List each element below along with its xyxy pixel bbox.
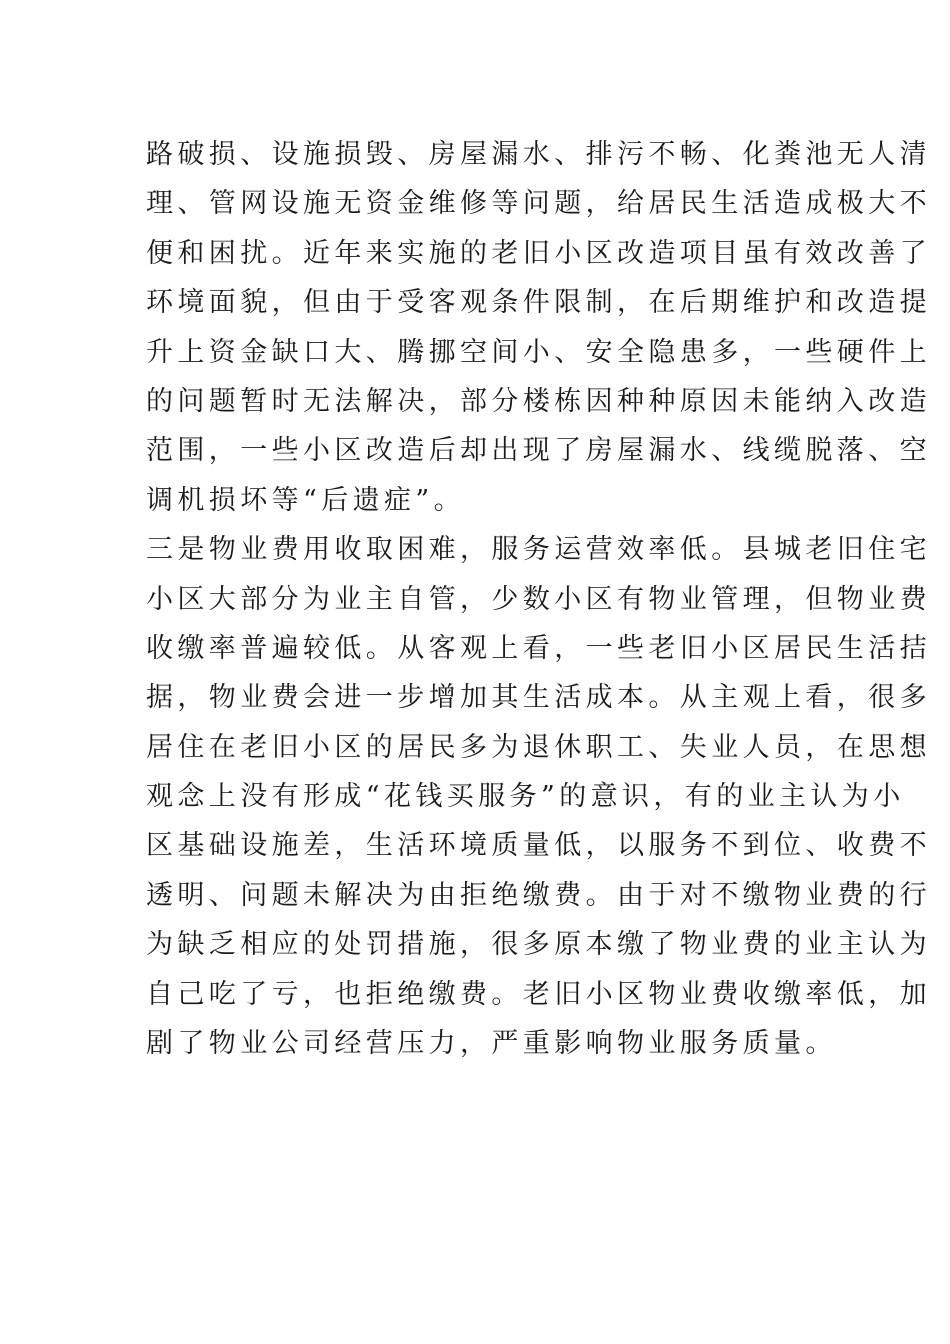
text-line: 自己吃了亏，也拒绝缴费。老旧小区物业费收缴率低，加: [146, 978, 931, 1010]
text-line: 区基础设施差，生活环境质量低，以服务不到位、收费不: [146, 830, 931, 862]
document-body: [146, 130, 931, 1068]
text-line: 的问题暂时无法解决，部分楼栋因种种原因未能纳入改造: [146, 385, 931, 417]
text-line: 理、管网设施无资金维修等问题，给居民生活造成极大不: [146, 188, 931, 220]
text-line: 收缴率普遍较低。从客观上看，一些老旧小区居民生活拮: [146, 632, 931, 664]
paragraph-1: [146, 130, 931, 525]
text-line: 调机损坏等“后遗症”。: [146, 484, 466, 516]
text-line: 环境面貌，但由于受客观条件限制，在后期维护和改造提: [146, 287, 931, 319]
text-line: 据，物业费会进一步增加其生活成本。从主观上看，很多: [146, 682, 931, 714]
text-line: 范围，一些小区改造后却出现了房屋漏水、线缆脱落、空: [146, 435, 931, 467]
text-line: 小区大部分为业主自管，少数小区有物业管理，但物业费: [146, 583, 931, 615]
paragraph-2: [146, 525, 931, 1068]
text-line: 便和困扰。近年来实施的老旧小区改造项目虽有效改善了: [146, 237, 931, 269]
text-line: 透明、问题未解决为由拒绝缴费。由于对不缴物业费的行: [146, 879, 931, 911]
text-line: 升上资金缺口大、腾挪空间小、安全隐患多，一些硬件上: [146, 336, 931, 368]
text-line: 为缺乏相应的处罚措施，很多原本缴了物业费的业主认为: [146, 929, 931, 961]
text-line: 三是物业费用收取困难，服务运营效率低。县城老旧住宅: [146, 534, 931, 566]
text-line: 路破损、设施损毁、房屋漏水、排污不畅、化粪池无人清: [146, 139, 931, 170]
text-line: 剧了物业公司经营压力，严重影响物业服务质量。: [146, 1028, 837, 1060]
text-line: 居住在老旧小区的居民多为退休职工、失业人员，在思想: [146, 731, 931, 763]
text-line: 观念上没有形成“花钱买服务”的意识，有的业主认为小: [146, 781, 905, 813]
